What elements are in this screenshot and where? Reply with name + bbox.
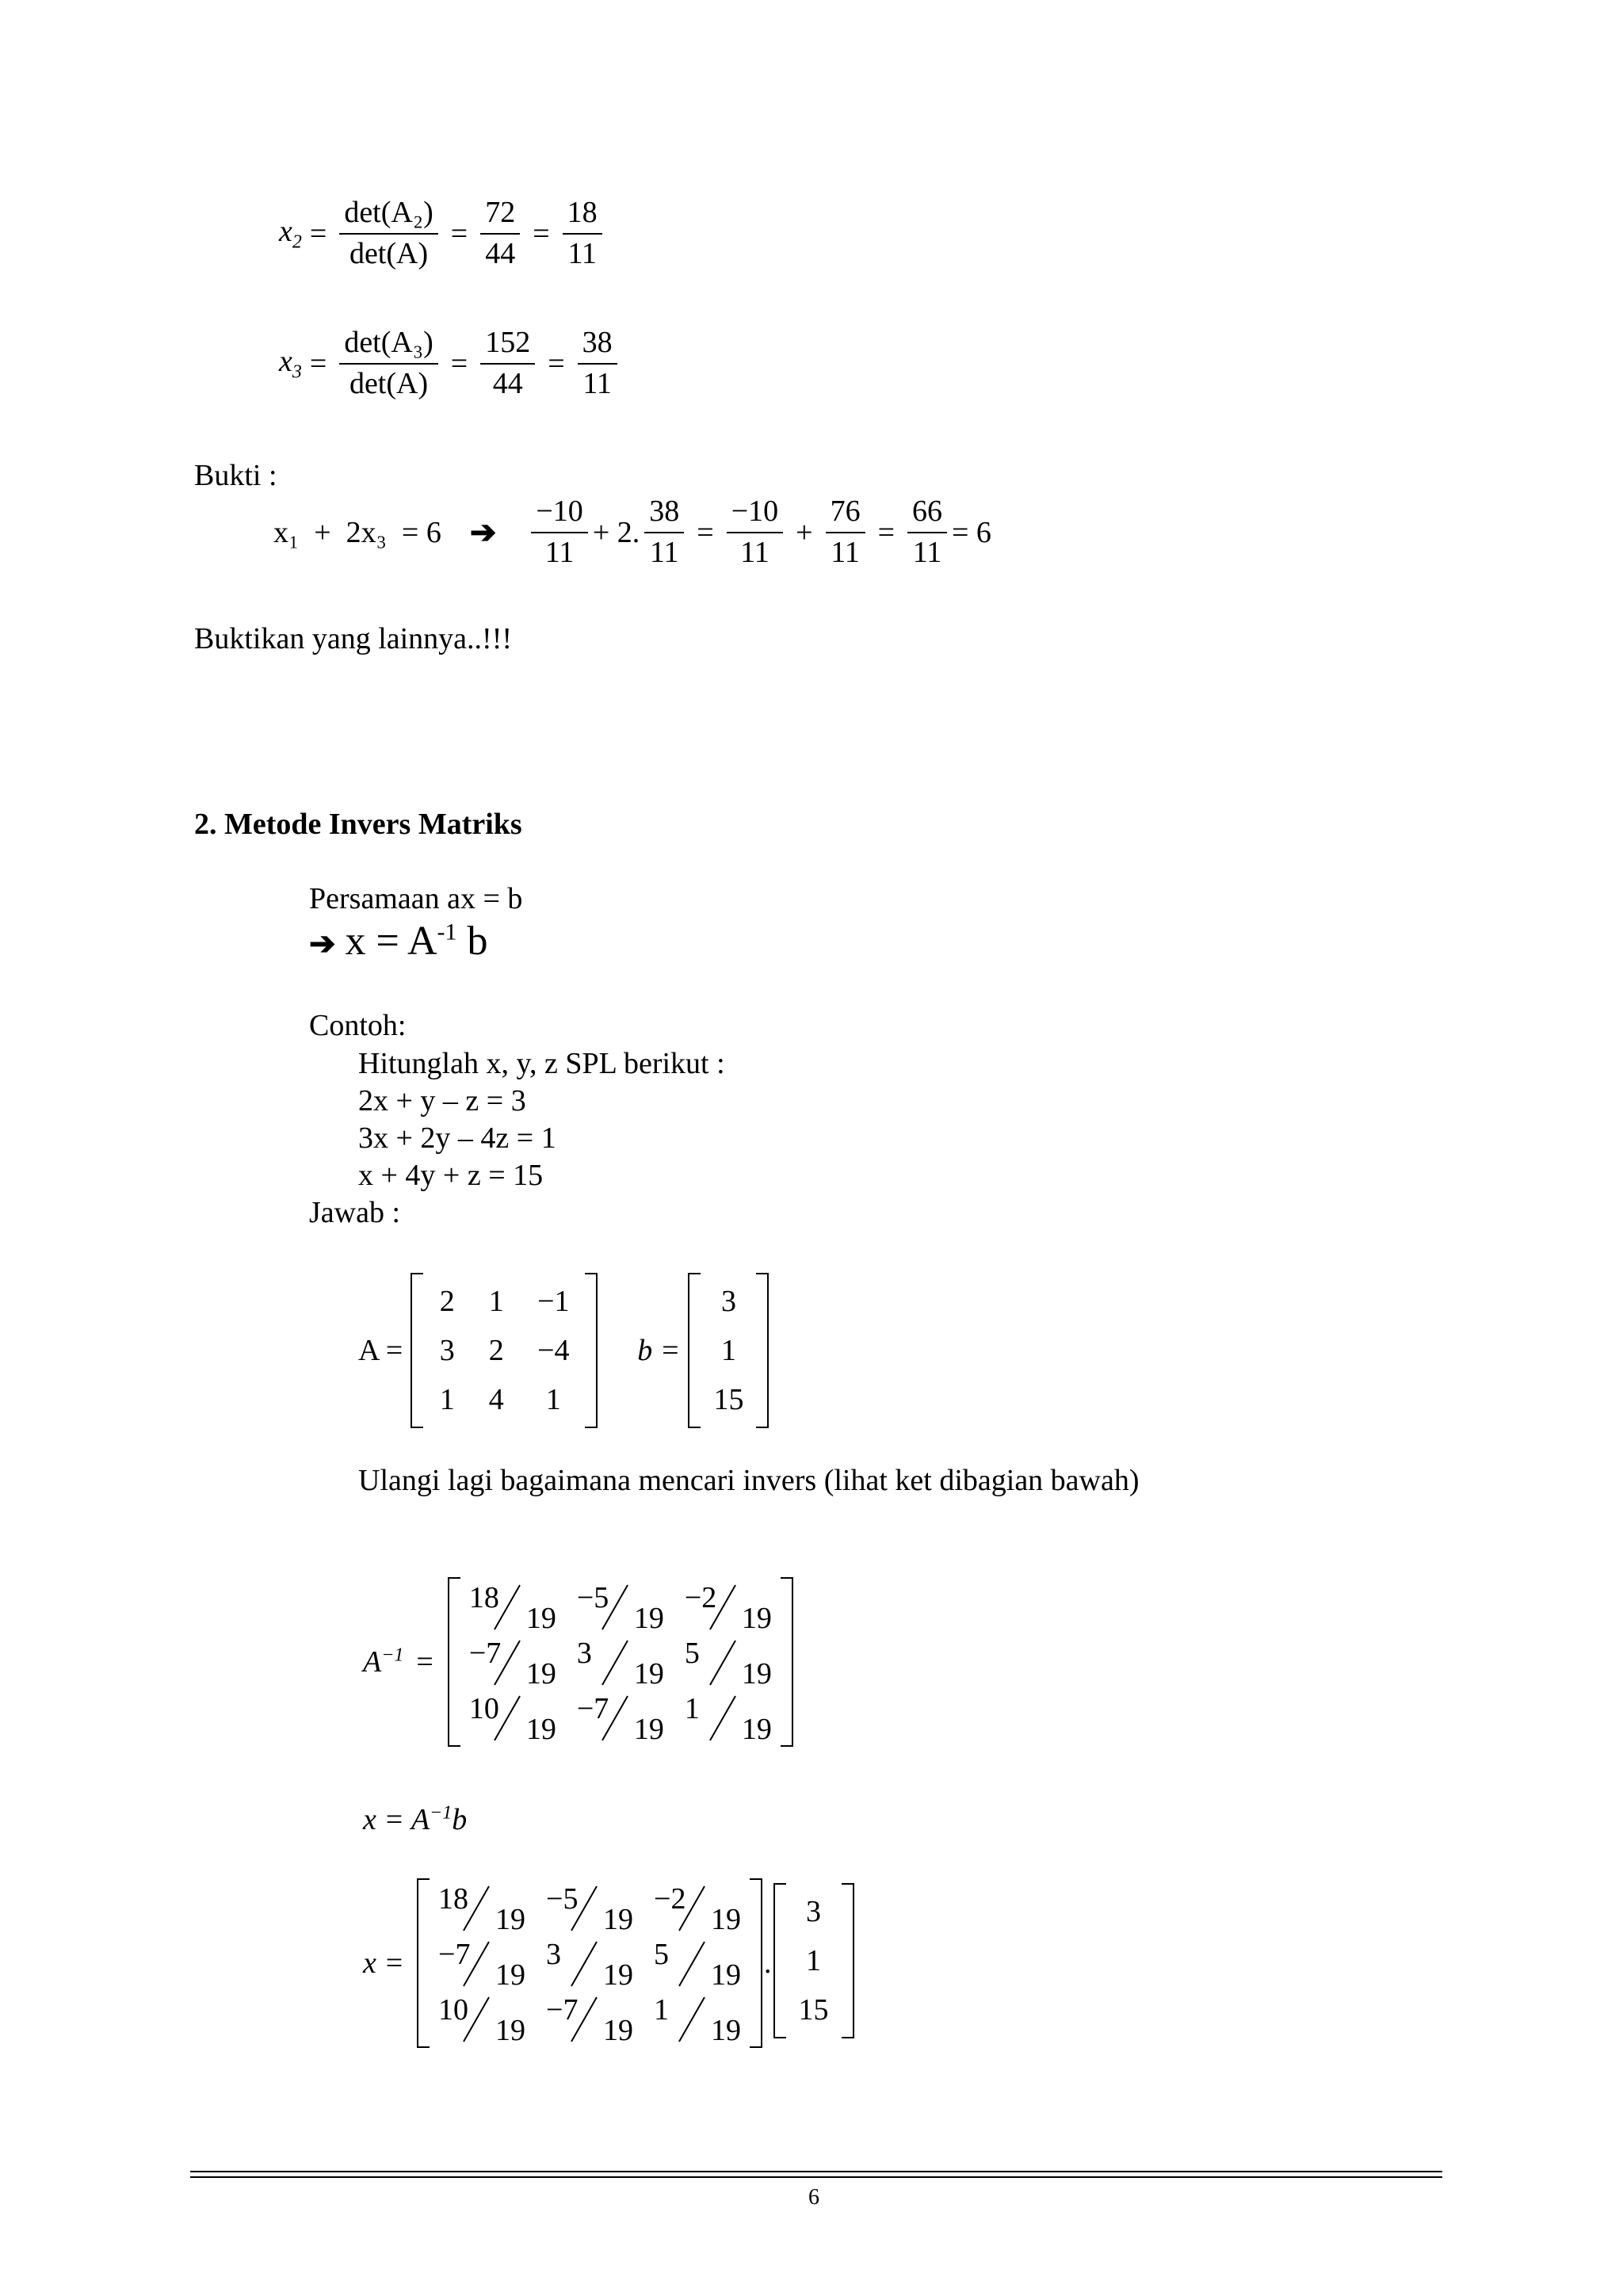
bukti-frac4: $\frac{76}{11}$ — [826, 495, 865, 570]
matrix-fraction-cell — [438, 1938, 526, 1992]
matrix-fraction-cell — [684, 1692, 772, 1746]
matrix-fraction-cell — [576, 1637, 664, 1690]
fraction-denominator: 19 — [495, 1958, 526, 1992]
x-equation: $x = A^{-1}b$ — [363, 1802, 468, 1836]
matrix-b-2 — [773, 1883, 854, 2038]
x2-frac3: $\frac{18}{11}$ — [563, 197, 602, 271]
matrix-fraction-cell — [468, 1692, 556, 1746]
fraction-numerator: −7 — [438, 1938, 471, 1971]
fraction-denominator: 19 — [495, 2014, 526, 2047]
matrix-cell: 3 — [439, 1334, 455, 1367]
x3-equation: $x_3$ = $\frac{\text{det(A₃)}}{\det(A)}$ = $\frac{152}{44}$ = $\frac{38}{11}$ — [279, 327, 622, 401]
x-label: x = — [363, 1946, 405, 1980]
matrix-cell: 1 — [488, 1285, 504, 1318]
matrix-cell: −4 — [537, 1334, 570, 1367]
fraction-denominator: 19 — [633, 1713, 664, 1746]
bukti-frac5: $\frac{66}{11}$ — [907, 495, 947, 570]
x2-var: $x_2$ — [279, 215, 302, 253]
Ainv-label: $A^{-1}$ — [363, 1645, 404, 1679]
x2-equation: $x_2$ = $\frac{\text{det(A₂)}}{\det(A)}$ = $\frac{72}{44}$ = $\frac{18}{11}$ — [279, 197, 607, 271]
page-number: 6 — [808, 2185, 819, 2210]
b-label: b = — [637, 1334, 681, 1367]
bukti-plus2: + 2. — [592, 515, 640, 549]
contoh-label: Contoh: — [309, 1009, 407, 1042]
matrix-fraction-cell — [576, 1581, 664, 1635]
matrix-cell: 1 — [439, 1383, 455, 1416]
matrix-cell: 4 — [488, 1383, 504, 1416]
equation-3: x + 4y + z = 15 — [358, 1159, 544, 1192]
matrix-cell: 1 — [806, 1944, 822, 1977]
fraction-numerator: −5 — [546, 1882, 579, 1916]
A-inverse-block: $A^{-1}$ = 18 19 −5 19 −2 19 −7 19 3 19 5 19 10 19 −7 19 1 19 — [363, 1577, 793, 1747]
matrix-fraction-cell — [654, 1993, 742, 2047]
section-heading: 2. Metode Invers Matriks — [194, 808, 522, 841]
hitunglah-text: Hitunglah x, y, z SPL berikut : — [358, 1047, 725, 1080]
fraction-denominator: 19 — [603, 1958, 634, 1992]
matrix-A — [411, 1273, 598, 1428]
fraction-numerator: −7 — [576, 1692, 609, 1725]
equation-1: 2x + y – z = 3 — [358, 1084, 526, 1117]
jawab-label: Jawab : — [309, 1196, 401, 1229]
fraction-numerator: −5 — [576, 1581, 609, 1614]
matrix-fraction-cell — [684, 1581, 772, 1635]
fraction-denominator: 19 — [741, 1657, 772, 1690]
x3-var: $x_3$ — [279, 345, 302, 383]
fraction-denominator: 19 — [711, 1903, 742, 1936]
matrix-cell: 3 — [720, 1285, 736, 1318]
matrix-fraction-cell — [438, 1993, 526, 2047]
bukti-frac1: $\frac{-10}{11}$ — [531, 495, 587, 570]
fraction-denominator: 19 — [633, 1657, 664, 1690]
matrix-fraction-cell — [546, 1938, 634, 1992]
x3-frac2: $\frac{152}{44}$ — [480, 327, 535, 401]
bukti-frac2: $\frac{38}{11}$ — [644, 495, 684, 570]
matrix-fraction-cell — [438, 1882, 526, 1936]
buktikan-text: Buktikan yang lainnya..!!! — [194, 622, 513, 655]
fraction-numerator: 18 — [438, 1882, 469, 1916]
fraction-numerator: 18 — [468, 1581, 499, 1614]
x-product-block — [363, 1878, 854, 2048]
fraction-numerator: 10 — [438, 1993, 469, 2027]
matrix-fraction-cell — [654, 1938, 742, 1992]
matrix-fraction-cell — [468, 1637, 556, 1690]
A-label: A = — [358, 1334, 403, 1367]
arrow-icon: ➔ — [309, 926, 336, 961]
fraction-numerator: −7 — [546, 1993, 579, 2027]
matrix-cell: 3 — [806, 1895, 822, 1928]
arrow-icon: ➔ — [469, 514, 497, 551]
fraction-denominator: 19 — [525, 1713, 556, 1746]
matrix-fraction-cell — [546, 1993, 634, 2047]
x2-frac2: $\frac{72}{44}$ — [480, 197, 520, 271]
matrix-fraction-cell — [684, 1637, 772, 1690]
fraction-numerator: 3 — [576, 1637, 592, 1670]
matrix-fraction-cell — [654, 1882, 742, 1936]
fraction-numerator: −2 — [684, 1581, 717, 1614]
x2-frac1: $\frac{\text{det(A₂)}}{\det(A)}$ — [339, 197, 437, 271]
fraction-numerator: 1 — [684, 1692, 700, 1725]
fraction-numerator: 5 — [684, 1637, 700, 1670]
matrix-cell: 1 — [545, 1383, 561, 1416]
fraction-numerator: 3 — [546, 1938, 562, 1971]
fraction-denominator: 19 — [711, 1958, 742, 1992]
fraction-denominator: 19 — [525, 1657, 556, 1690]
matrix-cell: 1 — [720, 1334, 736, 1367]
fraction-denominator: 19 — [495, 1903, 526, 1936]
bukti-frac3: $\frac{-10}{11}$ — [727, 495, 783, 570]
fraction-denominator: 19 — [741, 1602, 772, 1635]
matrix-b — [688, 1273, 769, 1428]
dot-operator: . — [764, 1946, 772, 1980]
fraction-denominator: 19 — [633, 1602, 664, 1635]
fraction-denominator: 19 — [741, 1713, 772, 1746]
fraction-denominator: 19 — [711, 2014, 742, 2047]
x3-frac3: $\frac{38}{11}$ — [578, 327, 617, 401]
matrix-cell: 15 — [798, 1993, 829, 2027]
matrix-fraction-cell — [468, 1581, 556, 1635]
matrix-cell: 15 — [713, 1383, 744, 1416]
bukti-result: = 6 — [952, 515, 991, 549]
persamaan-text: Persamaan ax = b — [309, 882, 523, 915]
fraction-numerator: −2 — [654, 1882, 686, 1916]
bukti-label: Bukti : — [194, 459, 277, 492]
formula: ➔ $x = A^{-1}$ b — [309, 919, 488, 964]
equation-2: 3x + 2y – 4z = 1 — [358, 1121, 556, 1155]
matrix-A-inverse — [448, 1577, 793, 1747]
fraction-numerator: −7 — [468, 1637, 502, 1670]
x3-frac1: $\frac{\text{det(A₃)}}{\det(A)}$ — [339, 327, 437, 401]
matrix-cell: 2 — [439, 1285, 455, 1318]
matrix-A-inverse-2 — [417, 1878, 762, 2048]
matrix-A-block — [358, 1273, 769, 1428]
fraction-denominator: 19 — [603, 1903, 634, 1936]
bukti-equation: x₁ + 2x₃ = 6 ➔ $\frac{-10}{11}$ + 2. $\frac{38}{11}$ = $\frac{-10}{11}$ + $\frac{76}{11}$ = $\frac{66}{11}$ = 6 — [273, 495, 991, 569]
ulangi-text: Ulangi lagi bagaimana mencari invers (lihat ket dibagian bawah) — [358, 1464, 1140, 1497]
matrix-cell: 2 — [488, 1334, 504, 1367]
fraction-numerator: 1 — [654, 1993, 670, 2027]
fraction-denominator: 19 — [603, 2014, 634, 2047]
matrix-fraction-cell — [546, 1882, 634, 1936]
matrix-cell: −1 — [537, 1285, 570, 1318]
fraction-denominator: 19 — [525, 1602, 556, 1635]
footer-rule-bottom — [190, 2176, 1442, 2178]
footer-rule-top — [190, 2171, 1442, 2172]
fraction-numerator: 5 — [654, 1938, 670, 1971]
bukti-lhs: x₁ + 2x₃ = 6 — [273, 515, 441, 549]
fraction-numerator: 10 — [468, 1692, 499, 1725]
matrix-fraction-cell — [576, 1692, 664, 1746]
